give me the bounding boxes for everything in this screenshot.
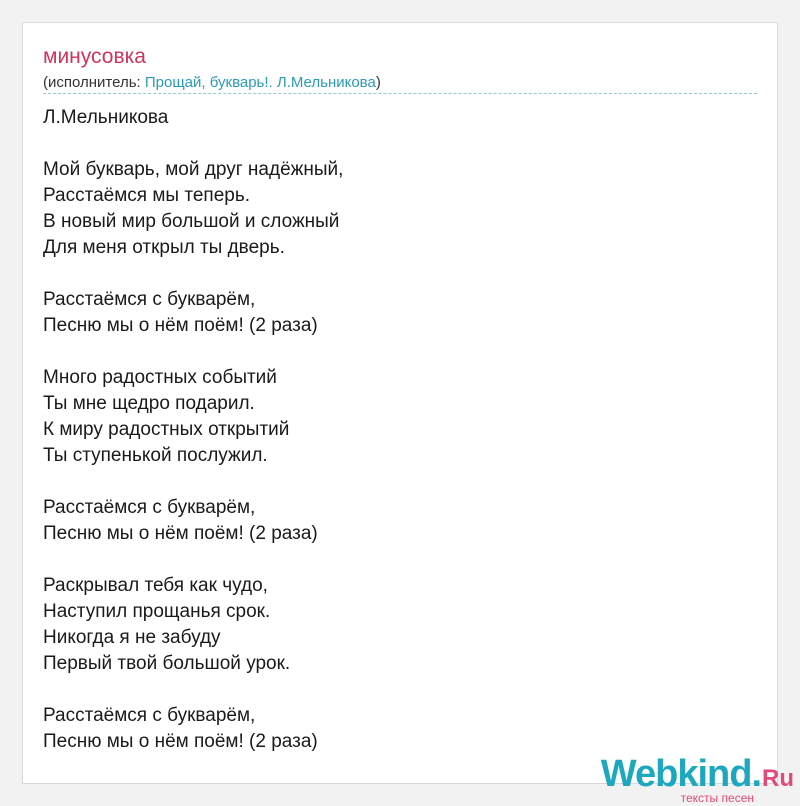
lyric-line: Расстаёмся с букварём, — [43, 705, 256, 726]
lyric-line: Ты мне щедро подарил. — [43, 393, 255, 414]
lyric-line: Первый твой большой урок. — [43, 653, 291, 674]
webkind-logo[interactable] — [600, 753, 794, 805]
logo-word: Webkind — [600, 753, 752, 795]
logo-dot: . — [751, 753, 762, 795]
dashed-divider — [43, 93, 757, 94]
lyric-line: Наступил прощанья срок. — [43, 601, 271, 622]
artist-suffix: ) — [375, 74, 381, 91]
song-title: минусовка — [43, 45, 146, 68]
lyric-line: В новый мир большой и сложный — [43, 211, 340, 232]
artist-prefix: (исполнитель: — [43, 74, 145, 91]
lyric-line: Песню мы о нём поём! (2 раза) — [43, 523, 318, 544]
lyric-line: Расстаёмся мы теперь. — [43, 185, 251, 206]
lyric-line: К миру радостных открытий — [43, 419, 290, 440]
lyrics-card — [22, 22, 778, 784]
lyric-line: Мой букварь, мой друг надёжный, — [43, 159, 344, 180]
stanza-gap — [43, 469, 757, 495]
lyrics-author: Л.Мельникова — [43, 107, 169, 128]
stanza-gap — [43, 261, 757, 287]
lyric-line: Ты ступенькой послужил. — [43, 445, 268, 466]
artist-link[interactable]: Прощай, букварь!. Л.Мельникова — [144, 74, 376, 91]
lyric-line: Никогда я не забуду — [43, 627, 221, 648]
stanza-gap — [43, 677, 757, 703]
lyric-line: Расстаёмся с букварём, — [43, 497, 256, 518]
logo-tagline: тексты песен — [680, 791, 754, 805]
logo-tld: Ru — [762, 765, 794, 792]
artist-line — [43, 74, 381, 92]
lyric-line: Песню мы о нём поём! (2 раза) — [43, 315, 318, 336]
stanza-gap — [43, 547, 757, 573]
stanza-gap — [43, 339, 757, 365]
lyric-line: Много радостных событий — [43, 367, 277, 388]
stanza-gap — [43, 131, 757, 157]
lyric-line: Для меня открыл ты дверь. — [43, 237, 285, 258]
lyric-line: Расстаёмся с букварём, — [43, 289, 256, 310]
lyrics-text — [43, 105, 757, 755]
lyric-line: Песню мы о нём поём! (2 раза) — [43, 731, 318, 752]
lyric-line: Раскрывал тебя как чудо, — [43, 575, 268, 596]
